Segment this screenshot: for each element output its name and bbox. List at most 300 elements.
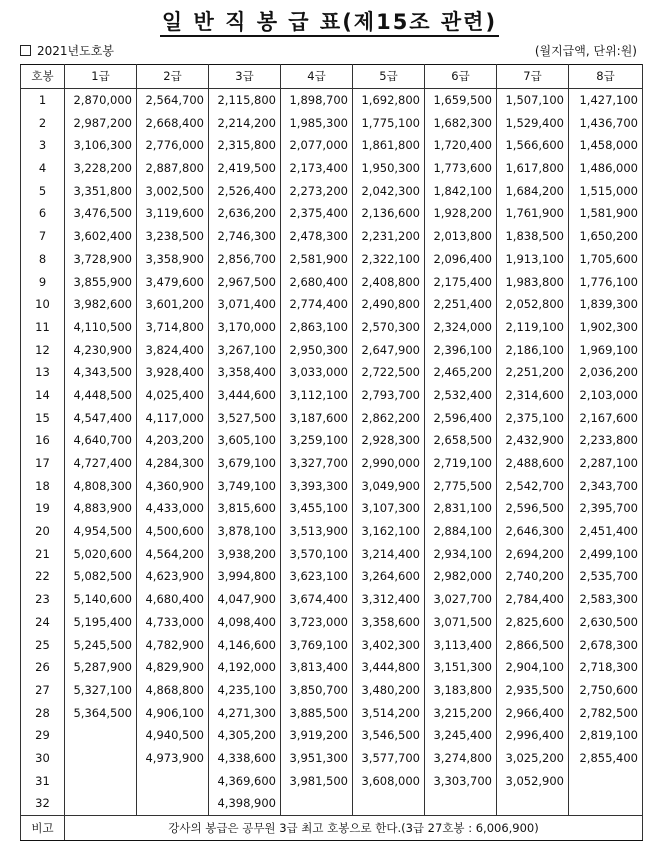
table-row xyxy=(21,656,643,679)
salary-cell: 4,782,900 xyxy=(137,633,209,656)
salary-cell xyxy=(65,747,137,770)
salary-cell: 4,360,900 xyxy=(137,474,209,497)
step-cell: 20 xyxy=(21,520,65,543)
salary-cell: 1,682,300 xyxy=(425,111,497,134)
salary-cell: 3,570,100 xyxy=(281,542,353,565)
table-row xyxy=(21,157,643,180)
salary-cell: 3,878,100 xyxy=(209,520,281,543)
step-cell: 26 xyxy=(21,656,65,679)
salary-cell xyxy=(137,792,209,815)
table-row xyxy=(21,384,643,407)
salary-cell: 2,542,700 xyxy=(497,474,569,497)
salary-cell: 1,761,900 xyxy=(497,202,569,225)
salary-cell: 1,913,100 xyxy=(497,248,569,271)
salary-cell: 2,251,200 xyxy=(497,361,569,384)
salary-cell: 3,214,400 xyxy=(353,542,425,565)
salary-cell: 4,883,900 xyxy=(65,497,137,520)
salary-cell: 3,623,100 xyxy=(281,565,353,588)
salary-cell: 2,774,400 xyxy=(281,293,353,316)
table-row xyxy=(21,497,643,520)
salary-cell: 1,861,800 xyxy=(353,134,425,157)
salary-cell: 3,259,100 xyxy=(281,429,353,452)
salary-cell: 1,950,300 xyxy=(353,157,425,180)
salary-cell: 2,581,900 xyxy=(281,248,353,271)
salary-cell: 3,928,400 xyxy=(137,361,209,384)
salary-cell: 2,103,000 xyxy=(569,384,643,407)
salary-cell: 4,547,400 xyxy=(65,406,137,429)
salary-cell: 5,364,500 xyxy=(65,701,137,724)
header-grade-1: 1급 xyxy=(65,65,137,89)
note-text: 강사의 봉급은 공무원 3급 최고 호봉으로 한다.(3급 27호봉 : 6,006,900) xyxy=(65,815,643,840)
salary-cell: 3,358,600 xyxy=(353,611,425,634)
table-row xyxy=(21,724,643,747)
salary-cell: 3,850,700 xyxy=(281,679,353,702)
salary-cell: 1,838,500 xyxy=(497,225,569,248)
step-cell: 11 xyxy=(21,316,65,339)
salary-cell: 1,928,200 xyxy=(425,202,497,225)
salary-cell: 1,427,100 xyxy=(569,88,643,111)
salary-cell: 4,235,100 xyxy=(209,679,281,702)
salary-cell: 1,983,800 xyxy=(497,270,569,293)
salary-cell: 1,684,200 xyxy=(497,179,569,202)
salary-cell xyxy=(281,792,353,815)
salary-cell: 3,605,100 xyxy=(209,429,281,452)
step-cell: 23 xyxy=(21,588,65,611)
salary-cell xyxy=(65,724,137,747)
salary-cell: 5,140,600 xyxy=(65,588,137,611)
header-grade-2: 2급 xyxy=(137,65,209,89)
salary-cell: 3,994,800 xyxy=(209,565,281,588)
salary-cell: 2,036,200 xyxy=(569,361,643,384)
salary-cell: 3,815,600 xyxy=(209,497,281,520)
note-label: 비고 xyxy=(21,815,65,840)
salary-cell: 2,322,100 xyxy=(353,248,425,271)
salary-cell: 3,170,000 xyxy=(209,316,281,339)
salary-cell: 1,659,500 xyxy=(425,88,497,111)
table-row xyxy=(21,202,643,225)
step-cell: 3 xyxy=(21,134,65,157)
salary-cell: 3,162,100 xyxy=(353,520,425,543)
salary-cell: 3,052,900 xyxy=(497,769,569,792)
salary-cell: 3,982,600 xyxy=(65,293,137,316)
table-row xyxy=(21,633,643,656)
salary-cell: 2,678,300 xyxy=(569,633,643,656)
salary-cell: 2,855,400 xyxy=(569,747,643,770)
salary-cell: 2,532,400 xyxy=(425,384,497,407)
salary-cell: 4,906,100 xyxy=(137,701,209,724)
salary-cell: 2,856,700 xyxy=(209,248,281,271)
salary-cell: 4,192,000 xyxy=(209,656,281,679)
salary-cell: 2,465,200 xyxy=(425,361,497,384)
salary-cell: 2,136,600 xyxy=(353,202,425,225)
salary-cell: 2,870,000 xyxy=(65,88,137,111)
salary-cell: 3,885,500 xyxy=(281,701,353,724)
salary-cell: 2,214,200 xyxy=(209,111,281,134)
salary-cell xyxy=(569,769,643,792)
table-row xyxy=(21,769,643,792)
table-row xyxy=(21,88,643,111)
salary-cell: 4,433,000 xyxy=(137,497,209,520)
salary-cell: 3,813,400 xyxy=(281,656,353,679)
salary-cell: 3,393,300 xyxy=(281,474,353,497)
table-row xyxy=(21,248,643,271)
salary-cell: 3,033,000 xyxy=(281,361,353,384)
salary-cell: 5,195,400 xyxy=(65,611,137,634)
salary-cell: 4,868,800 xyxy=(137,679,209,702)
salary-cell: 4,733,000 xyxy=(137,611,209,634)
salary-cell: 2,646,300 xyxy=(497,520,569,543)
salary-cell: 4,954,500 xyxy=(65,520,137,543)
salary-cell xyxy=(425,792,497,815)
step-cell: 27 xyxy=(21,679,65,702)
step-cell: 2 xyxy=(21,111,65,134)
table-row xyxy=(21,452,643,475)
salary-cell: 3,351,800 xyxy=(65,179,137,202)
salary-cell: 5,082,500 xyxy=(65,565,137,588)
salary-cell: 1,436,700 xyxy=(569,111,643,134)
step-cell: 13 xyxy=(21,361,65,384)
step-cell: 12 xyxy=(21,338,65,361)
table-row xyxy=(21,474,643,497)
salary-cell: 2,251,400 xyxy=(425,293,497,316)
salary-cell: 1,842,100 xyxy=(425,179,497,202)
salary-cell: 3,714,800 xyxy=(137,316,209,339)
salary-cell: 2,488,600 xyxy=(497,452,569,475)
step-cell: 18 xyxy=(21,474,65,497)
salary-cell: 3,513,900 xyxy=(281,520,353,543)
salary-cell: 1,581,900 xyxy=(569,202,643,225)
salary-cell: 2,119,100 xyxy=(497,316,569,339)
salary-cell: 3,312,400 xyxy=(353,588,425,611)
salary-cell: 2,782,500 xyxy=(569,701,643,724)
salary-cell: 3,358,900 xyxy=(137,248,209,271)
salary-cell: 3,601,200 xyxy=(137,293,209,316)
salary-cell: 2,775,500 xyxy=(425,474,497,497)
salary-cell: 2,115,800 xyxy=(209,88,281,111)
table-row xyxy=(21,293,643,316)
salary-cell: 3,951,300 xyxy=(281,747,353,770)
salary-cell: 1,650,200 xyxy=(569,225,643,248)
salary-cell: 4,369,600 xyxy=(209,769,281,792)
salary-cell: 2,934,100 xyxy=(425,542,497,565)
salary-cell: 2,077,000 xyxy=(281,134,353,157)
salary-cell: 2,324,000 xyxy=(425,316,497,339)
step-cell: 30 xyxy=(21,747,65,770)
salary-cell: 3,238,500 xyxy=(137,225,209,248)
salary-cell: 3,938,200 xyxy=(209,542,281,565)
step-cell: 10 xyxy=(21,293,65,316)
salary-cell: 4,829,900 xyxy=(137,656,209,679)
salary-cell: 4,338,600 xyxy=(209,747,281,770)
salary-cell: 2,490,800 xyxy=(353,293,425,316)
salary-cell: 2,746,300 xyxy=(209,225,281,248)
salary-cell: 2,395,700 xyxy=(569,497,643,520)
step-cell: 28 xyxy=(21,701,65,724)
salary-cell: 2,096,400 xyxy=(425,248,497,271)
salary-cell: 1,985,300 xyxy=(281,111,353,134)
note-row xyxy=(21,815,643,840)
step-cell: 15 xyxy=(21,406,65,429)
salary-cell: 2,884,100 xyxy=(425,520,497,543)
step-cell: 21 xyxy=(21,542,65,565)
salary-cell: 2,825,600 xyxy=(497,611,569,634)
salary-cell: 3,215,200 xyxy=(425,701,497,724)
salary-cell: 1,776,100 xyxy=(569,270,643,293)
salary-cell: 3,824,400 xyxy=(137,338,209,361)
salary-cell: 2,315,800 xyxy=(209,134,281,157)
salary-cell: 3,187,600 xyxy=(281,406,353,429)
table-row xyxy=(21,270,643,293)
salary-cell: 3,119,600 xyxy=(137,202,209,225)
salary-cell: 4,640,700 xyxy=(65,429,137,452)
salary-cell: 3,728,900 xyxy=(65,248,137,271)
salary-cell: 3,479,600 xyxy=(137,270,209,293)
table-header xyxy=(21,65,643,89)
table-row xyxy=(21,792,643,815)
salary-cell: 3,274,800 xyxy=(425,747,497,770)
salary-cell: 1,839,300 xyxy=(569,293,643,316)
step-cell: 4 xyxy=(21,157,65,180)
salary-cell: 2,173,400 xyxy=(281,157,353,180)
header-grade-7: 7급 xyxy=(497,65,569,89)
salary-cell: 3,608,000 xyxy=(353,769,425,792)
unit-label: (월지급액, 단위:원) xyxy=(534,44,637,58)
salary-cell: 2,375,400 xyxy=(281,202,353,225)
step-cell: 1 xyxy=(21,88,65,111)
salary-cell: 4,110,500 xyxy=(65,316,137,339)
header-grade-3: 3급 xyxy=(209,65,281,89)
salary-cell: 1,720,400 xyxy=(425,134,497,157)
salary-cell: 3,151,300 xyxy=(425,656,497,679)
salary-cell: 1,969,100 xyxy=(569,338,643,361)
salary-cell: 2,668,400 xyxy=(137,111,209,134)
salary-cell: 2,526,400 xyxy=(209,179,281,202)
salary-cell: 2,042,300 xyxy=(353,179,425,202)
salary-cell: 5,287,900 xyxy=(65,656,137,679)
step-cell: 5 xyxy=(21,179,65,202)
salary-cell: 4,284,300 xyxy=(137,452,209,475)
step-cell: 17 xyxy=(21,452,65,475)
salary-cell: 2,167,600 xyxy=(569,406,643,429)
salary-cell: 2,570,300 xyxy=(353,316,425,339)
salary-cell: 2,375,100 xyxy=(497,406,569,429)
table-row xyxy=(21,747,643,770)
salary-cell: 2,233,800 xyxy=(569,429,643,452)
salary-cell: 2,499,100 xyxy=(569,542,643,565)
table-row xyxy=(21,701,643,724)
salary-cell xyxy=(65,769,137,792)
salary-cell: 1,529,400 xyxy=(497,111,569,134)
salary-cell: 2,966,400 xyxy=(497,701,569,724)
salary-cell: 3,455,100 xyxy=(281,497,353,520)
salary-cell: 4,564,200 xyxy=(137,542,209,565)
salary-cell: 4,047,900 xyxy=(209,588,281,611)
salary-cell: 2,630,500 xyxy=(569,611,643,634)
salary-cell: 3,327,700 xyxy=(281,452,353,475)
salary-cell: 2,928,300 xyxy=(353,429,425,452)
table-row xyxy=(21,338,643,361)
salary-cell: 2,596,400 xyxy=(425,406,497,429)
salary-cell xyxy=(353,792,425,815)
salary-cell: 2,478,300 xyxy=(281,225,353,248)
salary-cell: 1,773,600 xyxy=(425,157,497,180)
salary-cell: 4,230,900 xyxy=(65,338,137,361)
step-cell: 9 xyxy=(21,270,65,293)
salary-cell: 2,013,800 xyxy=(425,225,497,248)
salary-cell: 2,904,100 xyxy=(497,656,569,679)
salary-cell: 3,855,900 xyxy=(65,270,137,293)
table-row xyxy=(21,225,643,248)
salary-cell: 2,982,000 xyxy=(425,565,497,588)
header-grade-6: 6급 xyxy=(425,65,497,89)
salary-cell: 4,448,500 xyxy=(65,384,137,407)
salary-cell: 1,458,000 xyxy=(569,134,643,157)
salary-cell: 3,245,400 xyxy=(425,724,497,747)
salary-cell: 2,784,400 xyxy=(497,588,569,611)
salary-cell: 2,596,500 xyxy=(497,497,569,520)
salary-cell xyxy=(65,792,137,815)
salary-cell: 3,480,200 xyxy=(353,679,425,702)
salary-cell: 2,396,100 xyxy=(425,338,497,361)
salary-cell: 2,343,700 xyxy=(569,474,643,497)
salary-cell: 2,680,400 xyxy=(281,270,353,293)
salary-cell: 2,950,300 xyxy=(281,338,353,361)
salary-cell: 2,776,000 xyxy=(137,134,209,157)
salary-cell: 3,546,500 xyxy=(353,724,425,747)
salary-cell: 3,749,100 xyxy=(209,474,281,497)
salary-cell: 3,264,600 xyxy=(353,565,425,588)
step-cell: 6 xyxy=(21,202,65,225)
salary-cell: 2,408,800 xyxy=(353,270,425,293)
salary-cell: 4,623,900 xyxy=(137,565,209,588)
header-step: 호봉 xyxy=(21,65,65,89)
salary-cell: 1,515,000 xyxy=(569,179,643,202)
salary-cell: 2,967,500 xyxy=(209,270,281,293)
salary-cell: 2,432,900 xyxy=(497,429,569,452)
header-grade-5: 5급 xyxy=(353,65,425,89)
salary-cell: 2,287,100 xyxy=(569,452,643,475)
salary-cell: 3,358,400 xyxy=(209,361,281,384)
salary-cell: 2,658,500 xyxy=(425,429,497,452)
salary-cell: 4,727,400 xyxy=(65,452,137,475)
salary-cell: 2,750,600 xyxy=(569,679,643,702)
salary-cell: 3,113,400 xyxy=(425,633,497,656)
salary-cell: 5,020,600 xyxy=(65,542,137,565)
table-row xyxy=(21,316,643,339)
header-grade-4: 4급 xyxy=(281,65,353,89)
salary-cell: 2,647,900 xyxy=(353,338,425,361)
step-cell: 16 xyxy=(21,429,65,452)
salary-cell: 2,718,300 xyxy=(569,656,643,679)
salary-cell: 2,583,300 xyxy=(569,588,643,611)
salary-cell: 1,898,700 xyxy=(281,88,353,111)
salary-cell: 3,402,300 xyxy=(353,633,425,656)
salary-cell: 2,419,500 xyxy=(209,157,281,180)
page-title: 일 반 직 봉 급 표(제15조 관련) xyxy=(0,6,659,36)
salary-cell: 1,617,800 xyxy=(497,157,569,180)
salary-cell: 1,775,100 xyxy=(353,111,425,134)
salary-cell: 4,343,500 xyxy=(65,361,137,384)
salary-cell: 2,535,700 xyxy=(569,565,643,588)
step-cell: 8 xyxy=(21,248,65,271)
salary-cell: 5,327,100 xyxy=(65,679,137,702)
salary-cell: 3,444,600 xyxy=(209,384,281,407)
table-row xyxy=(21,565,643,588)
salary-cell: 2,990,000 xyxy=(353,452,425,475)
salary-cell xyxy=(137,769,209,792)
salary-cell: 4,500,600 xyxy=(137,520,209,543)
step-cell: 29 xyxy=(21,724,65,747)
salary-cell: 2,314,600 xyxy=(497,384,569,407)
salary-cell: 4,098,400 xyxy=(209,611,281,634)
salary-cell: 2,863,100 xyxy=(281,316,353,339)
salary-cell: 3,679,100 xyxy=(209,452,281,475)
table-row xyxy=(21,542,643,565)
salary-cell: 3,071,400 xyxy=(209,293,281,316)
step-cell: 31 xyxy=(21,769,65,792)
table-row xyxy=(21,406,643,429)
salary-cell: 2,987,200 xyxy=(65,111,137,134)
table-row xyxy=(21,429,643,452)
salary-cell: 3,674,400 xyxy=(281,588,353,611)
salary-cell: 3,002,500 xyxy=(137,179,209,202)
salary-cell: 4,117,000 xyxy=(137,406,209,429)
salary-cell: 4,203,200 xyxy=(137,429,209,452)
salary-cell: 2,831,100 xyxy=(425,497,497,520)
salary-cell: 2,052,800 xyxy=(497,293,569,316)
salary-cell: 2,273,200 xyxy=(281,179,353,202)
salary-cell: 4,808,300 xyxy=(65,474,137,497)
salary-cell: 2,719,100 xyxy=(425,452,497,475)
step-cell: 32 xyxy=(21,792,65,815)
salary-cell: 3,049,900 xyxy=(353,474,425,497)
step-cell: 22 xyxy=(21,565,65,588)
salary-cell: 3,476,500 xyxy=(65,202,137,225)
table-row xyxy=(21,520,643,543)
salary-cell: 3,071,500 xyxy=(425,611,497,634)
salary-cell: 3,107,300 xyxy=(353,497,425,520)
salary-cell: 3,514,200 xyxy=(353,701,425,724)
salary-cell: 1,692,800 xyxy=(353,88,425,111)
salary-cell: 3,723,000 xyxy=(281,611,353,634)
salary-cell: 4,025,400 xyxy=(137,384,209,407)
salary-table xyxy=(20,64,643,841)
table-row xyxy=(21,611,643,634)
salary-cell: 4,305,200 xyxy=(209,724,281,747)
step-cell: 19 xyxy=(21,497,65,520)
salary-cell: 2,694,200 xyxy=(497,542,569,565)
salary-cell: 3,981,500 xyxy=(281,769,353,792)
salary-cell: 2,866,500 xyxy=(497,633,569,656)
table-row xyxy=(21,588,643,611)
salary-cell: 1,705,600 xyxy=(569,248,643,271)
salary-cell: 4,680,400 xyxy=(137,588,209,611)
salary-cell: 3,919,200 xyxy=(281,724,353,747)
salary-cell: 3,027,700 xyxy=(425,588,497,611)
salary-cell: 1,902,300 xyxy=(569,316,643,339)
step-cell: 14 xyxy=(21,384,65,407)
step-cell: 7 xyxy=(21,225,65,248)
salary-cell: 4,973,900 xyxy=(137,747,209,770)
table-row xyxy=(21,679,643,702)
salary-cell: 2,740,200 xyxy=(497,565,569,588)
salary-cell: 2,793,700 xyxy=(353,384,425,407)
table-row xyxy=(21,361,643,384)
salary-cell: 2,887,800 xyxy=(137,157,209,180)
salary-cell: 1,566,600 xyxy=(497,134,569,157)
step-cell: 25 xyxy=(21,633,65,656)
salary-cell: 2,935,500 xyxy=(497,679,569,702)
